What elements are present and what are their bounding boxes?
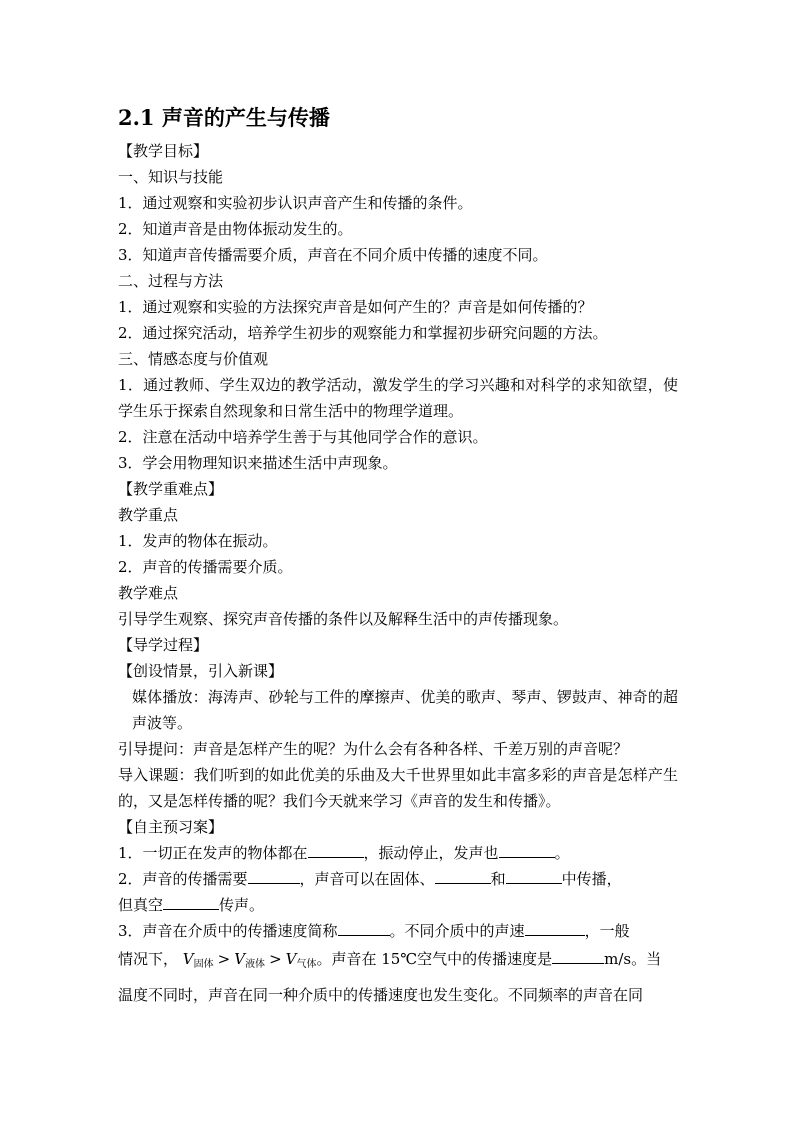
emotion-item: 3．学会用物理知识来描述生活中声现象。: [118, 454, 398, 472]
answer-blank[interactable]: [499, 842, 555, 858]
question-text: 3．声音在介质中的传播速度简称: [118, 922, 338, 940]
section-header-key: 【教学重难点】: [118, 480, 224, 498]
question-text: 。声音在 15℃空气中的传播速度是: [316, 950, 553, 968]
preview-question-2: [118, 866, 678, 892]
key-point: 2．声音的传播需要介质。: [118, 558, 293, 576]
answer-blank[interactable]: [435, 868, 491, 884]
key-points-label: 教学重点: [118, 506, 179, 524]
greater-than: >: [269, 950, 282, 968]
document-page: [118, 104, 678, 1010]
section-header-guide: 【导学过程】: [118, 636, 209, 654]
subscript-liquid: 液体: [245, 959, 266, 970]
knowledge-item: 3．知道声音传播需要介质，声音在不同介质中传播的速度不同。: [118, 246, 548, 264]
answer-blank[interactable]: [308, 842, 364, 858]
intro-media-text: 媒体播放：海涛声、砂轮与工件的摩擦声、优美的歌声、琴声、锣鼓声、神奇的超声波等。: [132, 688, 678, 732]
intro-topic-text: 导入课题：我们听到的如此优美的乐曲及大千世界里如此丰富多彩的声音是怎样产生的，又是怎样传播的呢？我们今天就来学习《声音的发生和传播》。: [118, 766, 678, 810]
velocity-symbol: V: [234, 950, 246, 968]
question-text: 和: [490, 870, 506, 888]
subscript-gas: 气体: [296, 959, 317, 970]
question-text: 2．声音的传播需要: [118, 870, 248, 888]
preview-question-2-cont: [118, 892, 678, 918]
question-text: 但真空: [118, 896, 164, 914]
difficulty-text: 引导学生观察、探究声音传播的条件以及解释生活中的声传播现象。: [118, 610, 569, 628]
process-item: 1．通过观察和实验的方法探究声音是如何产生的？声音是如何传播的？: [118, 298, 593, 316]
question-text: 。不同介质中的声速: [389, 922, 525, 940]
subscript-solid: 固体: [193, 959, 214, 970]
knowledge-item: 2．知道声音是由物体振动发生的。: [118, 220, 353, 238]
subsection-emotion: 三、情感态度与价值观: [118, 350, 269, 368]
answer-blank[interactable]: [525, 920, 585, 936]
answer-blank[interactable]: [552, 948, 604, 964]
process-item: 2．通过探究活动，培养学生初步的观察能力和掌握初步研究问题的方法。: [118, 324, 608, 342]
velocity-symbol: V: [285, 950, 297, 968]
preview-question-3: [118, 918, 678, 944]
key-point: 1．发声的物体在振动。: [118, 532, 278, 550]
subsection-process: 二、过程与方法: [118, 272, 224, 290]
preview-question-3-formula: [118, 944, 678, 980]
emotion-item: 1．通过教师、学生双边的教学活动，激发学生的学习兴趣和对科学的求知欲望，使学生乐于探索自然现象和日常生活中的物理学道理。: [118, 376, 678, 420]
section-header-objectives: 【教学目标】: [118, 142, 209, 160]
section-header-intro: 【创设情景，引入新课】: [118, 662, 284, 680]
question-text: ，声音可以在固体、: [299, 870, 435, 888]
subsection-knowledge: 一、知识与技能: [118, 168, 224, 186]
intro-question-text: 引导提问：声音是怎样产生的呢？为什么会有各种各样、千差万别的声音呢？: [118, 740, 629, 758]
answer-blank[interactable]: [248, 868, 300, 884]
question-text: 传声。: [219, 896, 265, 914]
emotion-item: 2．注意在活动中培养学生善于与其他同学合作的意识。: [118, 428, 488, 446]
answer-blank[interactable]: [163, 894, 219, 910]
question-text: ，一般: [584, 922, 630, 940]
preview-question-1: [118, 840, 678, 866]
question-text: 1．一切正在发声的物体都在: [118, 844, 308, 862]
knowledge-item: 1．通过观察和实验初步认识声音产生和传播的条件。: [118, 194, 473, 212]
question-text: 中传播，: [561, 870, 622, 888]
page-title: 2.1 声音的产生与传播: [118, 105, 330, 130]
answer-blank[interactable]: [338, 920, 390, 936]
answer-blank[interactable]: [506, 868, 562, 884]
question-text: 。: [554, 844, 570, 862]
question-text: ，振动停止，发声也: [363, 844, 499, 862]
section-header-preview: 【自主预习案】: [118, 818, 224, 836]
question-text: 情况下，: [118, 950, 179, 968]
question-text: m/s。当: [604, 950, 662, 968]
preview-question-3-cont: 温度不同时，声音在同一种介质中的传播速度也发生变化。不同频率的声音在同: [118, 986, 644, 1004]
velocity-symbol: V: [182, 950, 194, 968]
difficulty-label: 教学难点: [118, 584, 179, 602]
greater-than: >: [217, 950, 231, 968]
